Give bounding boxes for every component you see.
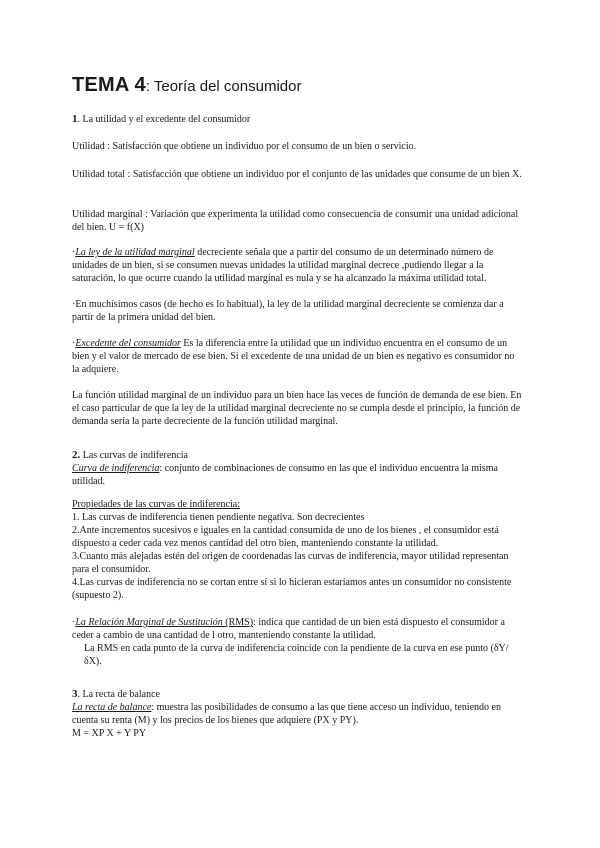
recta-term: La recta de balance: [72, 702, 152, 713]
curva-indiferencia-definition: Curva de indiferencia: conjunto de combinaciones de consumo en las que el individuo encuentra la misma utilidad.: [72, 463, 498, 487]
excedente-paragraph: ·Excedente del consumidor Es la diferencia entre la utilidad que un individuo encuentra en el consumo de un bien y el valor de mercado de ese bien. Si el excedente de una unidad de un bien es negativo es consumidor no la adquiere.: [72, 338, 515, 375]
habitual-paragraph: ·En muchísimos casos (de hecho es lo habitual), la ley de la utilidad marginal decreciente se comienza dar a partir de la primera unidad del bien.: [72, 299, 504, 323]
utilidad-definition: Utilidad : Satisfacción que obtiene un individuo por el consumo de un bien o servicio.: [72, 141, 417, 152]
recta-formula: M = XP X + Y PY: [72, 728, 147, 739]
propiedades-title: Propiedades de las curvas de indiferencia:: [72, 499, 240, 510]
title-rest: : Teoría del consumidor: [145, 78, 302, 95]
propiedad-item: 3.Cuanto más alejadas estén del origen de coordenadas las curvas de indiferencia, mayor utilidad representan para el consumidor.: [72, 551, 509, 575]
ley-utilidad-marginal-paragraph: ·La ley de la utilidad marginal decreciente señala que a partir del consumo de un determinado número de unidades de un bien, si se consumen nuevas unidades la utilidad marginal decrece ,pudiendo llegar a la saturación, lo que ocurre cuando la utilidad marginal es nula y se ha alcanzado la máxima utilidad total.: [72, 247, 494, 284]
rms-term: La Relación Marginal de Sustitución: [75, 617, 223, 628]
ley-term: La ley de la utilidad marginal: [75, 247, 195, 258]
section-2-heading: 2. Las curvas de indiferencia: [72, 449, 188, 461]
funcion-demanda-paragraph: La función utilidad marginal de un individuo para un bien hace las veces de función de demanda de ese bien. En el caso particular de que la ley de la utilidad marginal decreciente no se cumpla desde el principio, la función de demanda sería la parte decreciente de la función utilidad marginal.: [72, 390, 522, 427]
excedente-term: Excedente del consumidor: [75, 338, 181, 349]
utilidad-total-definition: Utilidad total : Satisfacción que obtiene un individuo por el conjunto de las unidades que consume de un bien X.: [72, 169, 522, 180]
recta-balance-definition: La recta de balance: muestra las posibilidades de consumo a las que tiene acceso un individuo, teniendo en cuenta su renta (M) y los precios de los bienes que adquiere (PX y PY).: [72, 702, 501, 726]
rms-note: La RMS en cada punto de la curva de indiferencia coincide con la pendiente de la curva en ese punto (δY/δX).: [84, 643, 509, 667]
propiedad-item: 2.Ante incrementos sucesivos e iguales en la cantidad consumida de uno de los bienes , el consumidor está dispuesto a ceder cada vez menos cantidad del otro bien, manteniendo constante la utilidad.: [72, 525, 499, 549]
utilidad-marginal-definition: Utilidad marginal : Variación que experimenta la utilidad como consecuencia de consumir una unidad adicional del bien. U = f(X): [72, 209, 519, 233]
curva-term: Curva de indiferencia: [72, 463, 160, 474]
rms-paragraph: ·La Relación Marginal de Sustitución (RMS): indica que cantidad de un bien está dispuesto el consumidor a ceder a cambio de una cantidad de l otro, manteniendo constante la utilidad. La RMS en cada punto de la curva de indiferencia coincide con la pendiente de la curva en ese punto (δY/δX).: [72, 616, 524, 668]
page-title: [72, 74, 301, 97]
section-1-heading: 1. La utilidad y el excedente del consumidor: [72, 113, 251, 125]
propiedad-item: 1. Las curvas de indiferencia tienen pendiente negativa. Son decrecientes: [72, 512, 365, 523]
section-3-heading: 3. La recta de balance: [72, 688, 160, 700]
propiedad-item: 4.Las curvas de indiferencia no se cortan entre sí si lo hicieran estaríamos antes un consumidor no consistente (supuesto 2).: [72, 577, 512, 601]
title-bold: TEMA 4: [72, 74, 146, 96]
propiedades-list: [72, 498, 524, 602]
